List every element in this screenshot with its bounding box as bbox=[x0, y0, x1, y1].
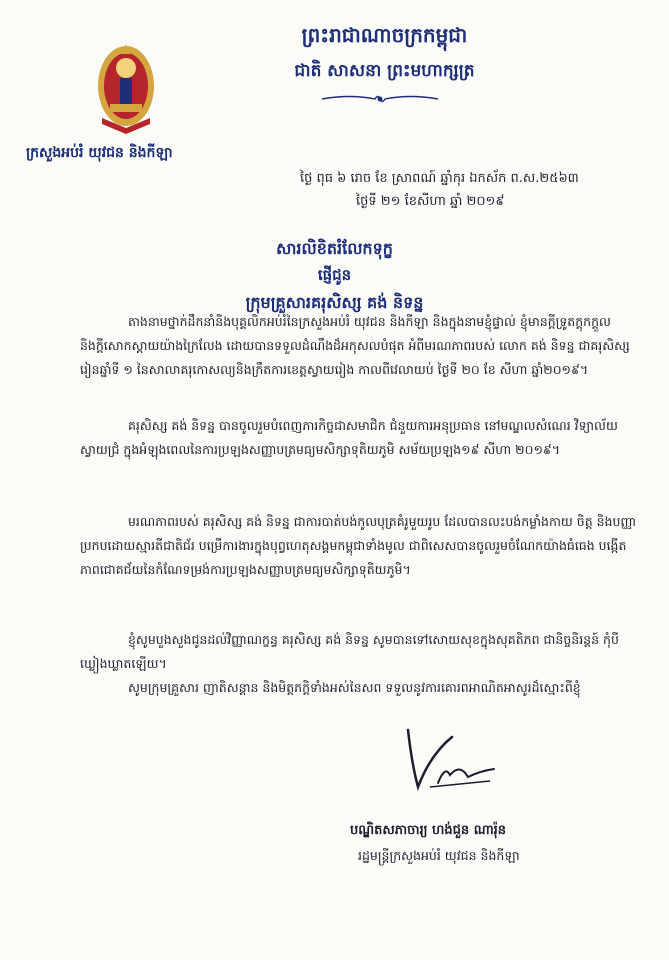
signer-name: បណ្ឌិតសភាចារ្យ ហង់ជួន ណារ៉ុន bbox=[350, 823, 507, 838]
signer-position: រដ្ឋមន្ត្រីក្រសួងអប់រំ យុវជន និងកីឡា bbox=[358, 848, 520, 863]
doc-subtitle: ផ្ញើជូន bbox=[317, 266, 352, 284]
header-motto: ជាតិ សាសនា ព្រះមហាក្សត្រ bbox=[294, 61, 475, 81]
doc-title: សារលិខិតរំលែកទុក្ខ bbox=[276, 239, 393, 258]
header-kingdom: ព្រះរាជាណាចក្រកម្ពុជា bbox=[301, 23, 468, 47]
paragraph-2: គរុសិស្ស គង់ និទន្ន បានចូលរួមបំពេញភារកិច្ចជាសមាជិក ជំនួយការអនុប្រធាន នៅមណ្ឌលសំណេរ វិទ្យាល័យស្វាយជ្រំ ក្នុងអំឡុងពេលនៃការប្រឡងសញ្ញាបត្រមធ្យមសិក្សាទុតិយភូមិ សម័យប្រឡង១៩ សីហា ២០១៩។ bbox=[80, 418, 618, 457]
paragraph-3: មរណភាពរបស់ គរុសិស្ស គង់ និទន្ន ជាការបាត់បង់កូលបុត្រគំរូមួយរូប ដែលបានលះបង់កម្លាំងកាយ ចិត្ត និងបញ្ញា ប្រកបដោយស្មារតីជាតិជ័រ បម្រើការងារក្នុងបុព្វហេតុសង្គមកម្ពុជាទាំងមូល ជាពិសេសបានចូលរួមចំណែកយ៉ាងធំធេង បង្កើតភាពជោគជ័យនៃកំណែទម្រង់ការប្រឡងសញ្ញាបត្រមធ្យមសិក្សាទុតិយភូមិ។ bbox=[80, 514, 637, 577]
paragraph-5: សូមក្រុមគ្រួសារ ញាតិសន្តាន និងមិត្តភក្តិទាំងអស់នៃសព ទទួលនូវការគោរពអាណិតអាសូរដ៏ស្មោះពីខ្ញុំ bbox=[128, 680, 581, 695]
paragraph-4: ខ្ញុំសូមបួងសួងជូនដល់វិញ្ញាណក្ខន្ធ គរុសិស្ស គង់ និទន្ន សូមបានទៅសោយសុខក្នុងសុគតិភព ជានិច្ចនិរន្តន៍ កុំបីឃ្លៀងឃ្លាតឡើយ។ bbox=[80, 632, 619, 671]
date-lunar: ថ្ងៃ ពុធ ៦ រោច ខែ ស្រាពណ៍ ឆ្នាំកុរ ឯកស័ក ព.ស.២៥៦៣ bbox=[300, 171, 579, 186]
paragraph-1: តាងនាមថ្នាក់ដឹកនាំនិងបុគ្គលិកអប់រំនៃក្រសួងអប់រំ យុវជន និងកីឡា និងក្នុងនាមខ្ញុំផ្ទាល់ ខ្ញុំមានក្តីទ្រូតក្តុកក្តួល និងក្តីសោកស្តាយយ៉ាងក្រៃលែង ដោយបានទទួលដំណឹងដ៏អកុសលបំផុត អំពីមរណភាពរបស់ លោក គង់ និទន្ន ជាគរុសិស្សរៀនឆ្នាំទី ១ នៃសាលាគរុកោសល្យនិងក្រឹតការខេត្តស្វាយរៀង កាលពីវេលាយប់ ថ្ងៃទី ២០ ខែ សីហា ឆ្នាំ២០១៩។ bbox=[80, 314, 630, 377]
ministry-seal-logo bbox=[96, 38, 156, 134]
handwritten-signature bbox=[390, 725, 500, 795]
date-solar: ថ្ងៃទី ២១ ខែសីហា ឆ្នាំ ២០១៩ bbox=[356, 194, 505, 209]
ornament-divider-icon bbox=[320, 92, 440, 106]
doc-recipient: ក្រុមគ្រួសារគរុសិស្ស គង់ និទន្ន bbox=[245, 293, 424, 312]
ministry-name: ក្រសួងអប់រំ យុវជន និងកីឡា bbox=[26, 145, 173, 161]
